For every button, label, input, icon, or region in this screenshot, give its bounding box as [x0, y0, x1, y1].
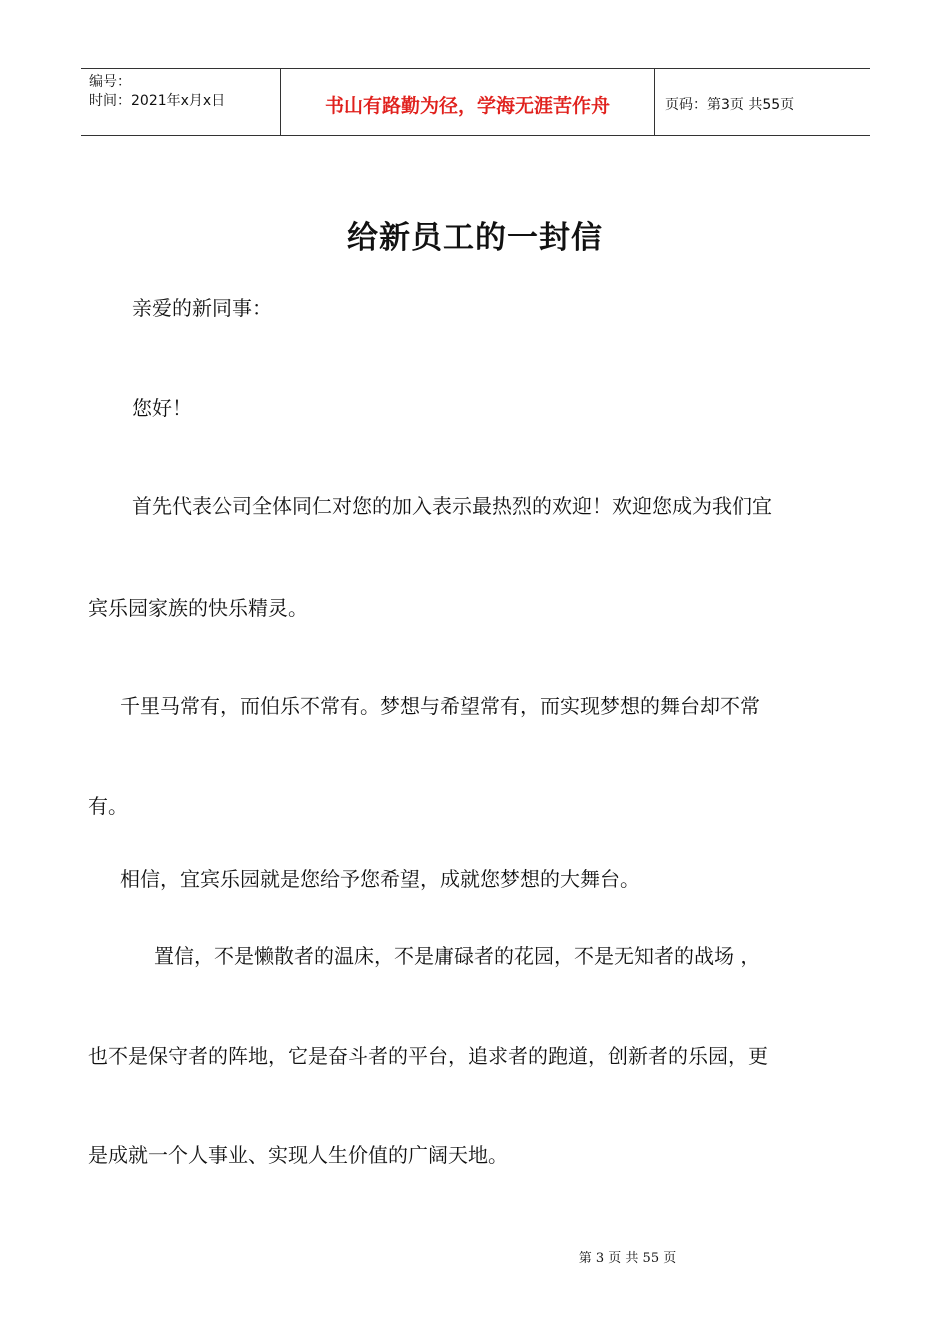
header-meta [81, 69, 281, 135]
paragraph-line: 千里马常有，而伯乐不常有。梦想与希望常有，而实现梦想的舞台却不常 [120, 694, 760, 718]
hello-line: 您好！ [132, 396, 192, 420]
document-title: 给新员工的一封信 [347, 220, 603, 256]
header-date: 时间：2021年x月x日 [89, 93, 226, 109]
paragraph-line: 有。 [88, 794, 128, 818]
greeting-line: 亲爱的新同事： [132, 296, 272, 320]
paragraph-line: 置信，不是懒散者的温床，不是庸碌者的花园，不是无知者的战场 ， [154, 944, 761, 968]
header-page-info: 页码：第3页 共55页 [665, 97, 795, 113]
page-footer: 第 3 页 共 55 页 [578, 1251, 677, 1266]
page-header [81, 68, 870, 136]
header-motto: 书山有路勤为径，学海无涯苦作舟 [281, 69, 655, 135]
paragraph-line: 宾乐园家族的快乐精灵。 [88, 596, 308, 620]
header-code: 编号： [89, 74, 131, 90]
paragraph-line: 是成就一个人事业、实现人生价值的广阔天地。 [88, 1143, 508, 1167]
paragraph-line: 也不是保守者的阵地，它是奋斗者的平台，追求者的跑道，创新者的乐园，更 [88, 1044, 768, 1068]
paragraph-line: 相信，宜宾乐园就是您给予您希望，成就您梦想的大舞台。 [120, 867, 640, 891]
paragraph-line: 首先代表公司全体同仁对您的加入表示最热烈的欢迎！欢迎您成为我们宜 [132, 494, 772, 518]
